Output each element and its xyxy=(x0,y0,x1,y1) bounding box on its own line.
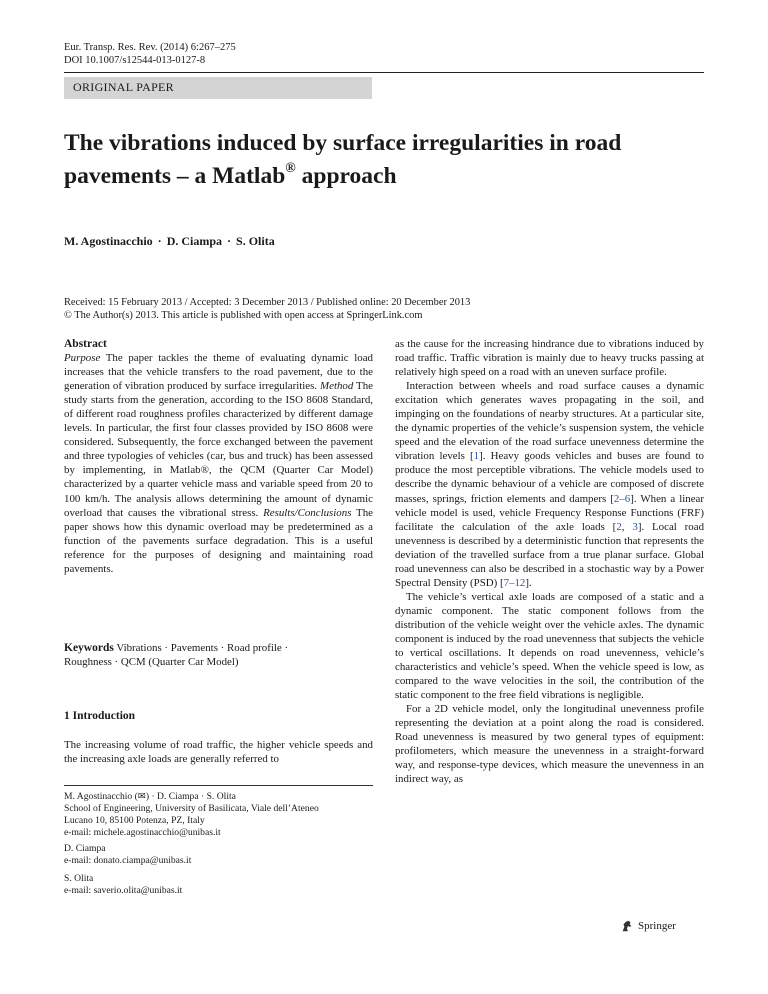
author-2-contact xyxy=(64,843,373,867)
purpose-label: Purpose xyxy=(64,352,101,365)
paper-title xyxy=(64,130,684,190)
results-label: Results/Conclusions xyxy=(263,506,352,519)
p2-text-b: ]. Heavy goods vehicles and buses are found to produce the most perceptible vibrations. The vehicle models used to describe the dynamic behaviour of a vehicle are composed of discrete masses, springs, friction elements and dampers [ xyxy=(395,450,704,505)
footnote-authors: M. Agostinacchio (✉) · D. Ciampa · S. Olita xyxy=(64,791,236,802)
footnote-affiliation-2: Lucano 10, 85100 Potenza, PZ, Italy xyxy=(64,815,205,826)
author-separator: · xyxy=(157,234,162,248)
citation-link[interactable]: 2–6 xyxy=(613,492,631,505)
journal-header xyxy=(64,41,236,67)
footnote-email-2: e-mail: donato.ciampa@unibas.it xyxy=(64,855,192,866)
author-3: S. Olita xyxy=(236,234,275,248)
keywords-values-1: Vibrations · Pavements · Road profile · xyxy=(113,642,289,654)
title-line-2-pre: pavements – a Matlab xyxy=(64,162,286,189)
abstract-section xyxy=(64,337,373,576)
title-line-1: The vibrations induced by surface irregularities in road xyxy=(64,130,622,156)
journal-citation: Eur. Transp. Res. Rev. (2014) 6:267–275 xyxy=(64,42,236,53)
author-3-contact xyxy=(64,873,373,897)
results-text: The paper shows how this dynamic overload may be predetermined as a function of the pavements surface degradation. This is a useful reference for the purposes of designing and maintaining road pavements. xyxy=(64,506,373,575)
footnote-affiliation-1: School of Engineering, University of Basilicata, Viale dell’Ateneo xyxy=(64,803,319,814)
publication-history xyxy=(64,296,704,322)
body-paragraph-4: For a 2D vehicle model, only the longitudinal unevenness profile representing the deviation at a point along the road is considered. Road unevenness is measured by two general types of equipment: profilometers, which measure the unevenness in a straight-forward way, and response-type devices, which measure the unevenness in an indirect way, as xyxy=(395,703,704,786)
method-text: The study starts from the generation, according to the ISO 8608 Standard, of different road roughness profiles characterized by different damage levels. In particular, the first four classes provided by ISO 8608 were considered. Subsequently, the force exchanged between the pavement and three typologies of vehicles (car, bus and truck) has been assessed by implementing, in Matlab®, the QCM (Quarter Car Model) characterized by a quarter vehicle mass and variable speed from 20 to 100 km/h. The analysis allows determining the amount of dynamic overload that causes the vibrational stress. xyxy=(64,380,373,519)
publisher-name: Springer xyxy=(638,920,676,932)
method-label: Method xyxy=(320,380,354,393)
publisher-logo xyxy=(620,919,676,933)
body-paragraph-2 xyxy=(395,379,704,590)
introduction-heading: 1 Introduction xyxy=(64,710,136,722)
journal-doi: DOI 10.1007/s12544-013-0127-8 xyxy=(64,55,206,66)
citation-link[interactable]: 2 xyxy=(616,520,622,533)
footnote-name-3: S. Olita xyxy=(64,873,94,884)
footnote-email-1: e-mail: michele.agostinacchio@unibas.it xyxy=(64,827,221,838)
footnote-rule xyxy=(64,785,373,786)
body-paragraph-1: as the cause for the increasing hindrance due to vibrations induced by road traffic. Traffic vibration is mainly due to heavy trucks passing at relatively high speed on a road with an uneven surface profile. xyxy=(395,338,704,379)
author-separator: · xyxy=(227,234,232,248)
p2-text-f: ]. xyxy=(525,576,532,589)
author-2: D. Ciampa xyxy=(166,234,223,248)
body-paragraph-3: The vehicle’s vertical axle loads are composed of a static and a dynamic component. The static component follows from the distribution of the vehicle weight over the vehicle axles. The dynamic component is induced by the road unevenness that subjects the vehicle to vertical oscillations. It depends on road unevenness, vehicle’s characteristics and vehicle’s speed. When the vehicle speed is low, as compared to the wave velocities in the soil, the contribution of the static component to the free field vibrations is negligible. xyxy=(395,590,704,702)
author-1: M. Agostinacchio xyxy=(64,234,153,248)
springer-horse-icon xyxy=(620,919,634,933)
p2-text-e: ]. Local road unevenness is described by a deterministic function that represents the deviation of the travelled surface from a true planar surface. Global road unevenness can also be described in a stochastic way by a Power Spectral Density (PSD) [ xyxy=(395,520,705,589)
keywords-values-2: Roughness · QCM (Quarter Car Model) xyxy=(64,656,239,669)
keywords-label: Keywords xyxy=(64,642,114,654)
header-rule xyxy=(64,72,704,73)
corresponding-author-block xyxy=(64,791,373,839)
title-line-2 xyxy=(64,157,684,190)
footnote-name-2: D. Ciampa xyxy=(64,843,106,854)
registered-mark: ® xyxy=(285,161,296,176)
received-dates: Received: 15 February 2013 / Accepted: 3 December 2013 / Published online: 20 December 2013 xyxy=(64,297,471,308)
copyright-notice: © The Author(s) 2013. This article is published with open access at SpringerLink.com xyxy=(64,310,423,321)
p2-text-d: , xyxy=(621,520,633,533)
author-list xyxy=(64,234,275,249)
article-type-badge xyxy=(64,77,372,99)
p2-text-a: Interaction between wheels and road surface causes a dynamic excitation which generates waves propagating in the soil, and impinging on the foundations of nearby structures. At a particular site, the dynamic properties of the vehicle’s suspension system, the vehicle speed and the elevation of the road surface unevenness determine the vibration levels [ xyxy=(395,380,704,463)
right-column-body xyxy=(395,337,704,787)
citation-link[interactable]: 1 xyxy=(473,450,480,463)
purpose-text: The paper tackles the theme of evaluating dynamic load increases that the vehicle transfers to the road pavement, due to the generation of vibration produced by surface irregularities. xyxy=(64,352,373,393)
abstract-body xyxy=(64,351,373,576)
introduction-text: The increasing volume of road traffic, the higher vehicle speeds and the increasing axle loads are generally referred to xyxy=(64,739,373,766)
title-line-2-post: approach xyxy=(295,162,397,189)
article-type-label: ORIGINAL PAPER xyxy=(73,80,174,94)
keywords-line-1 xyxy=(64,641,373,655)
p2-text-c: ]. When a linear vehicle model is used, vehicle Frequency Response Functions (FRF) facilitate the calculation of the axle loads [ xyxy=(395,492,705,533)
footnote-email-3: e-mail: saverio.olita@unibas.it xyxy=(64,885,183,896)
citation-link[interactable]: 7–12 xyxy=(503,576,526,589)
abstract-heading: Abstract xyxy=(64,338,107,350)
keywords-section xyxy=(64,641,373,669)
citation-link[interactable]: 3 xyxy=(632,520,638,533)
